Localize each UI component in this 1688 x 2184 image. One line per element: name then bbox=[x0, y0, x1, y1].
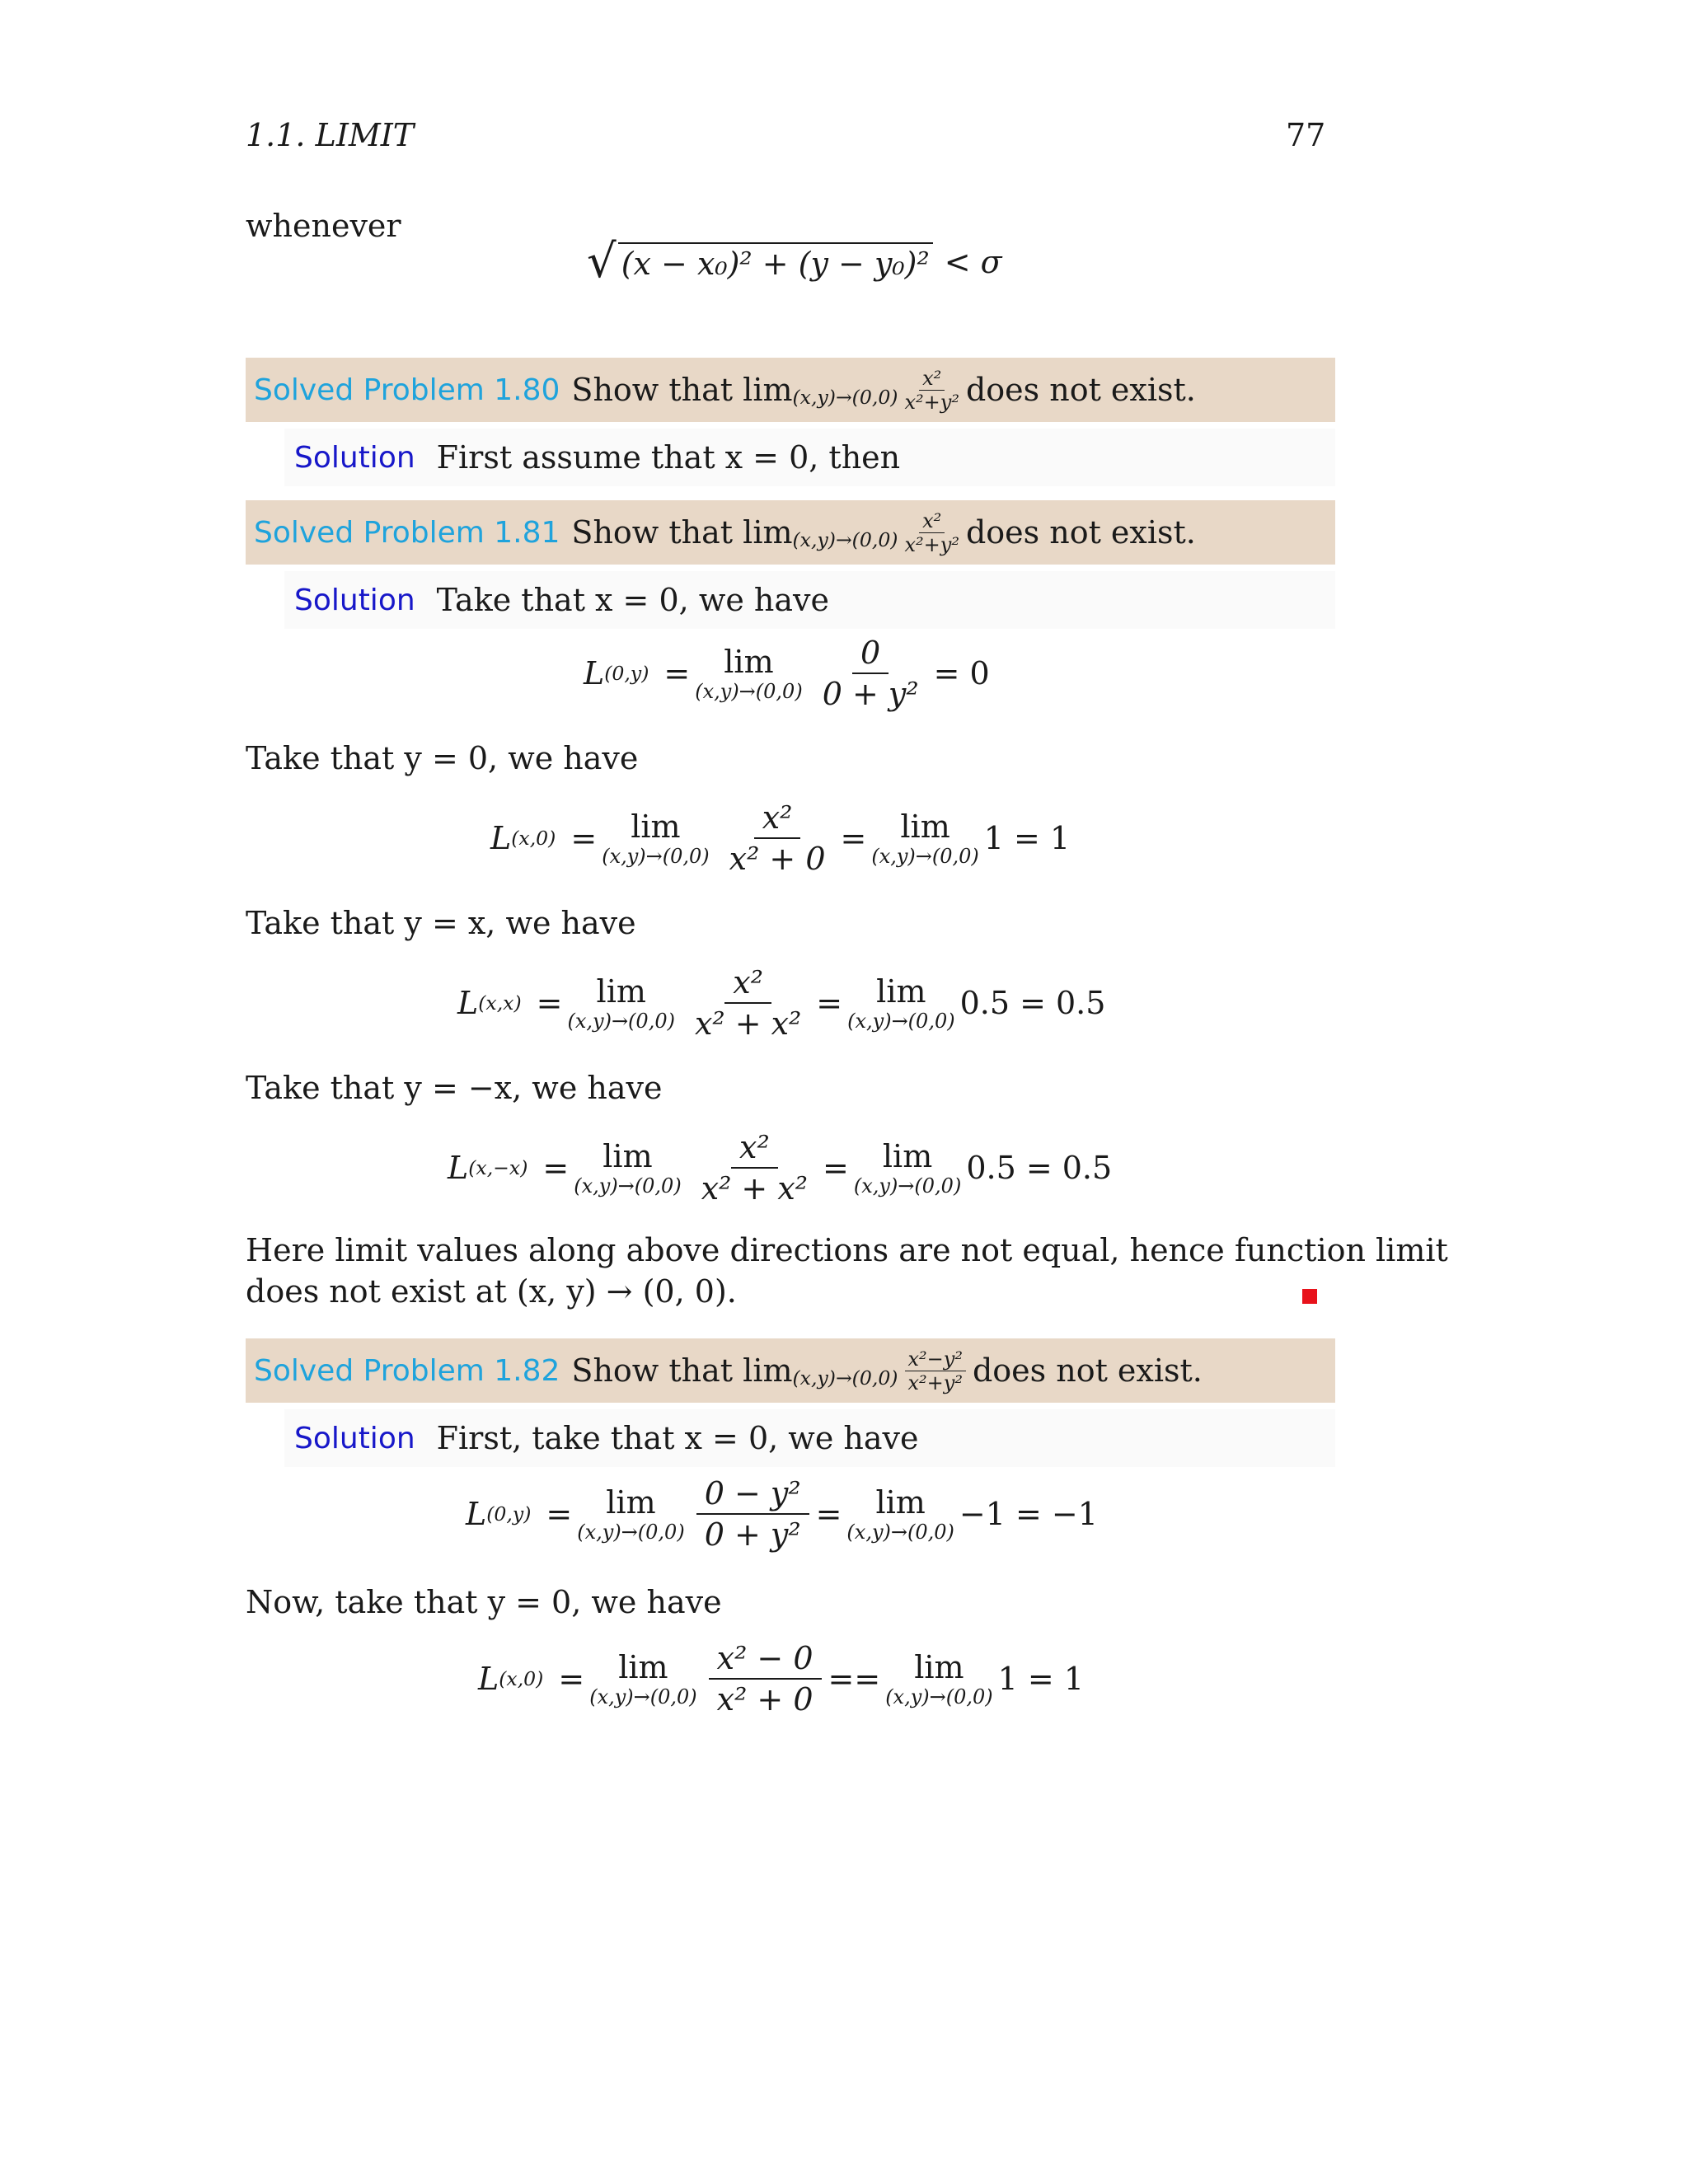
limit-operator bbox=[589, 1649, 696, 1708]
limit-operator bbox=[577, 1484, 684, 1544]
whenever-text: whenever bbox=[246, 208, 401, 244]
eq-sign-2: = bbox=[816, 985, 843, 1021]
conclusion-line-2: does not exist at (x, y) → (0, 0). bbox=[246, 1273, 737, 1310]
text-take-y-0: Take that y = 0, we have bbox=[246, 740, 639, 776]
solution-row-1-81 bbox=[284, 571, 1335, 629]
radical-sign: √ bbox=[587, 235, 617, 288]
eq-sign: = bbox=[546, 1496, 573, 1532]
eq-lhs-sub: (x,x) bbox=[478, 991, 522, 1015]
lim-word: lim bbox=[631, 808, 681, 845]
lim-under: (x,y)→(0,0) bbox=[567, 1010, 675, 1033]
problem-label: Solved Problem 1.81 bbox=[254, 515, 560, 550]
lim-under: (x,y)→(0,0) bbox=[577, 1521, 685, 1544]
equation-4 bbox=[448, 1129, 1112, 1207]
fraction-numerator: x² − 0 bbox=[709, 1640, 822, 1680]
eq-tail: = 0 bbox=[933, 655, 990, 691]
lim-under: (x,y)→(0,0) bbox=[695, 680, 803, 703]
problem-box-1-81 bbox=[246, 500, 1335, 565]
limit-operator bbox=[568, 973, 675, 1033]
eq-tail: 0.5 = 0.5 bbox=[966, 1150, 1113, 1186]
eq-tail: 0.5 = 0.5 bbox=[959, 985, 1106, 1021]
eq-lhs-sub: (x,0) bbox=[499, 1667, 544, 1690]
eq-lhs-sub: (x,−x) bbox=[468, 1156, 528, 1179]
solution-text: First assume that x = 0, then bbox=[436, 439, 901, 476]
fraction-numerator: 0 − y² bbox=[696, 1475, 809, 1515]
lim-under: (x,y)→(0,0) bbox=[574, 1174, 682, 1197]
eq-lhs: L bbox=[457, 985, 479, 1021]
fraction bbox=[709, 1640, 822, 1718]
lim-under: (x,y)→(0,0) bbox=[871, 845, 979, 868]
statement-sub: (x,y)→(0,0) bbox=[792, 1366, 898, 1390]
lim-under: (x,y)→(0,0) bbox=[847, 1010, 955, 1033]
fraction-denominator: 0 + y² bbox=[704, 1516, 801, 1553]
eq-lhs: L bbox=[584, 655, 605, 691]
equation-6 bbox=[478, 1640, 1084, 1718]
fraction-denominator: x² + 0 bbox=[716, 1681, 814, 1718]
limit-operator bbox=[847, 973, 954, 1033]
fraction-denominator: 0 + y² bbox=[822, 676, 919, 712]
fraction-numerator: x² bbox=[919, 509, 945, 533]
conclusion-line-1: Here limit values along above directions are not equal, hence function limit bbox=[246, 1232, 1448, 1268]
statement-pre: Show that lim bbox=[571, 372, 793, 408]
limit-operator bbox=[574, 1138, 681, 1197]
lim-word: lim bbox=[914, 1649, 964, 1685]
lim-word: lim bbox=[875, 1484, 926, 1521]
statement-pre: Show that lim bbox=[571, 1352, 793, 1389]
statement-post: does not exist. bbox=[965, 372, 1196, 408]
fraction bbox=[721, 799, 834, 877]
fraction bbox=[687, 964, 809, 1042]
eq-lhs-sub: (x,0) bbox=[511, 827, 556, 850]
statement-sub: (x,y)→(0,0) bbox=[792, 386, 898, 409]
radicand: (x − x₀)² + (y − y₀)² bbox=[618, 242, 933, 282]
solution-text: Take that x = 0, we have bbox=[436, 582, 829, 618]
statement-pre: Show that lim bbox=[571, 514, 793, 551]
eq-sign-2: = bbox=[823, 1150, 849, 1186]
limit-operator bbox=[871, 808, 978, 868]
limit-operator bbox=[846, 1484, 954, 1544]
fraction-numerator: x² bbox=[724, 964, 771, 1004]
eq-sign-2: = bbox=[840, 820, 867, 856]
eq-sign-2: = bbox=[815, 1496, 842, 1532]
running-head: 1.1. LIMIT bbox=[246, 117, 415, 153]
statement-post: does not exist. bbox=[965, 514, 1196, 551]
lim-word: lim bbox=[606, 1484, 656, 1521]
solution-row-1-82 bbox=[284, 1409, 1335, 1467]
limit-operator bbox=[602, 808, 709, 868]
limit-operator bbox=[885, 1649, 992, 1708]
fraction-denominator: x² + x² bbox=[701, 1170, 809, 1207]
fraction-denominator: x²+y² bbox=[904, 532, 959, 556]
lim-under: (x,y)→(0,0) bbox=[589, 1685, 697, 1708]
problem-box-1-82 bbox=[246, 1338, 1335, 1403]
eq-lhs-sub: (0,y) bbox=[486, 1502, 532, 1526]
limit-operator bbox=[695, 644, 802, 703]
fraction-denominator: x² + 0 bbox=[729, 841, 826, 877]
fraction-numerator: x² bbox=[919, 367, 945, 391]
eq-tail: 1 = 1 bbox=[983, 820, 1071, 856]
lim-word: lim bbox=[876, 973, 926, 1010]
fraction-denominator: x²+y² bbox=[904, 390, 959, 414]
statement-post: does not exist. bbox=[972, 1352, 1203, 1389]
eq-sign-2: == bbox=[828, 1661, 881, 1697]
lim-under: (x,y)→(0,0) bbox=[602, 845, 710, 868]
qed-square-icon bbox=[1302, 1289, 1317, 1304]
lim-word: lim bbox=[900, 808, 950, 845]
lim-word: lim bbox=[724, 644, 774, 680]
equation-5 bbox=[466, 1475, 1098, 1553]
solution-label: Solution bbox=[294, 583, 415, 617]
fraction-numerator: x²−y² bbox=[905, 1347, 966, 1371]
fraction bbox=[693, 1129, 816, 1207]
text-take-y-minus-x: Take that y = −x, we have bbox=[246, 1070, 663, 1106]
eq-lhs: L bbox=[478, 1661, 499, 1697]
solution-text: First, take that x = 0, we have bbox=[436, 1420, 919, 1456]
sqrt-inequality bbox=[587, 235, 1002, 288]
equation-1 bbox=[584, 635, 990, 712]
eq-lhs: L bbox=[466, 1496, 487, 1532]
solution-label: Solution bbox=[294, 1421, 415, 1455]
fraction bbox=[814, 635, 927, 712]
eq-sign: = bbox=[663, 655, 691, 691]
fraction bbox=[696, 1475, 809, 1553]
statement-fraction bbox=[905, 367, 959, 414]
eq-tail: −1 = −1 bbox=[959, 1496, 1098, 1532]
statement-fraction bbox=[905, 509, 959, 556]
equation-2 bbox=[490, 799, 1070, 877]
limit-operator bbox=[854, 1138, 961, 1197]
equation-3 bbox=[457, 964, 1105, 1042]
fraction-numerator: 0 bbox=[852, 635, 889, 674]
fraction-denominator: x² + x² bbox=[694, 1005, 802, 1042]
solution-row-1-80 bbox=[284, 429, 1335, 486]
fraction-numerator: x² bbox=[754, 799, 801, 839]
eq-sign: = bbox=[542, 1150, 570, 1186]
eq-lhs-sub: (0,y) bbox=[604, 662, 649, 685]
eq-lhs: L bbox=[490, 820, 512, 856]
eq-lhs: L bbox=[448, 1150, 469, 1186]
statement-fraction bbox=[905, 1347, 966, 1394]
page-number: 77 bbox=[1286, 117, 1326, 153]
lim-under: (x,y)→(0,0) bbox=[885, 1685, 993, 1708]
text-now-take-y-0: Now, take that y = 0, we have bbox=[246, 1584, 722, 1620]
eq-sign: = bbox=[536, 985, 563, 1021]
statement-sub: (x,y)→(0,0) bbox=[792, 528, 898, 551]
problem-box-1-80 bbox=[246, 358, 1335, 422]
lim-word: lim bbox=[596, 973, 646, 1010]
lim-word: lim bbox=[618, 1649, 668, 1685]
inequality-rhs: < σ bbox=[944, 244, 1002, 280]
fraction-numerator: x² bbox=[731, 1129, 778, 1169]
eq-tail: 1 = 1 bbox=[997, 1661, 1084, 1697]
lim-under: (x,y)→(0,0) bbox=[846, 1521, 954, 1544]
problem-label: Solved Problem 1.80 bbox=[254, 373, 560, 407]
lim-under: (x,y)→(0,0) bbox=[853, 1174, 962, 1197]
lim-word: lim bbox=[603, 1138, 653, 1174]
solution-label: Solution bbox=[294, 440, 415, 475]
fraction-denominator: x²+y² bbox=[907, 1371, 963, 1394]
problem-label: Solved Problem 1.82 bbox=[254, 1353, 560, 1388]
eq-sign: = bbox=[570, 820, 598, 856]
text-take-y-x: Take that y = x, we have bbox=[246, 905, 636, 941]
eq-sign: = bbox=[558, 1661, 585, 1697]
lim-word: lim bbox=[882, 1138, 933, 1174]
